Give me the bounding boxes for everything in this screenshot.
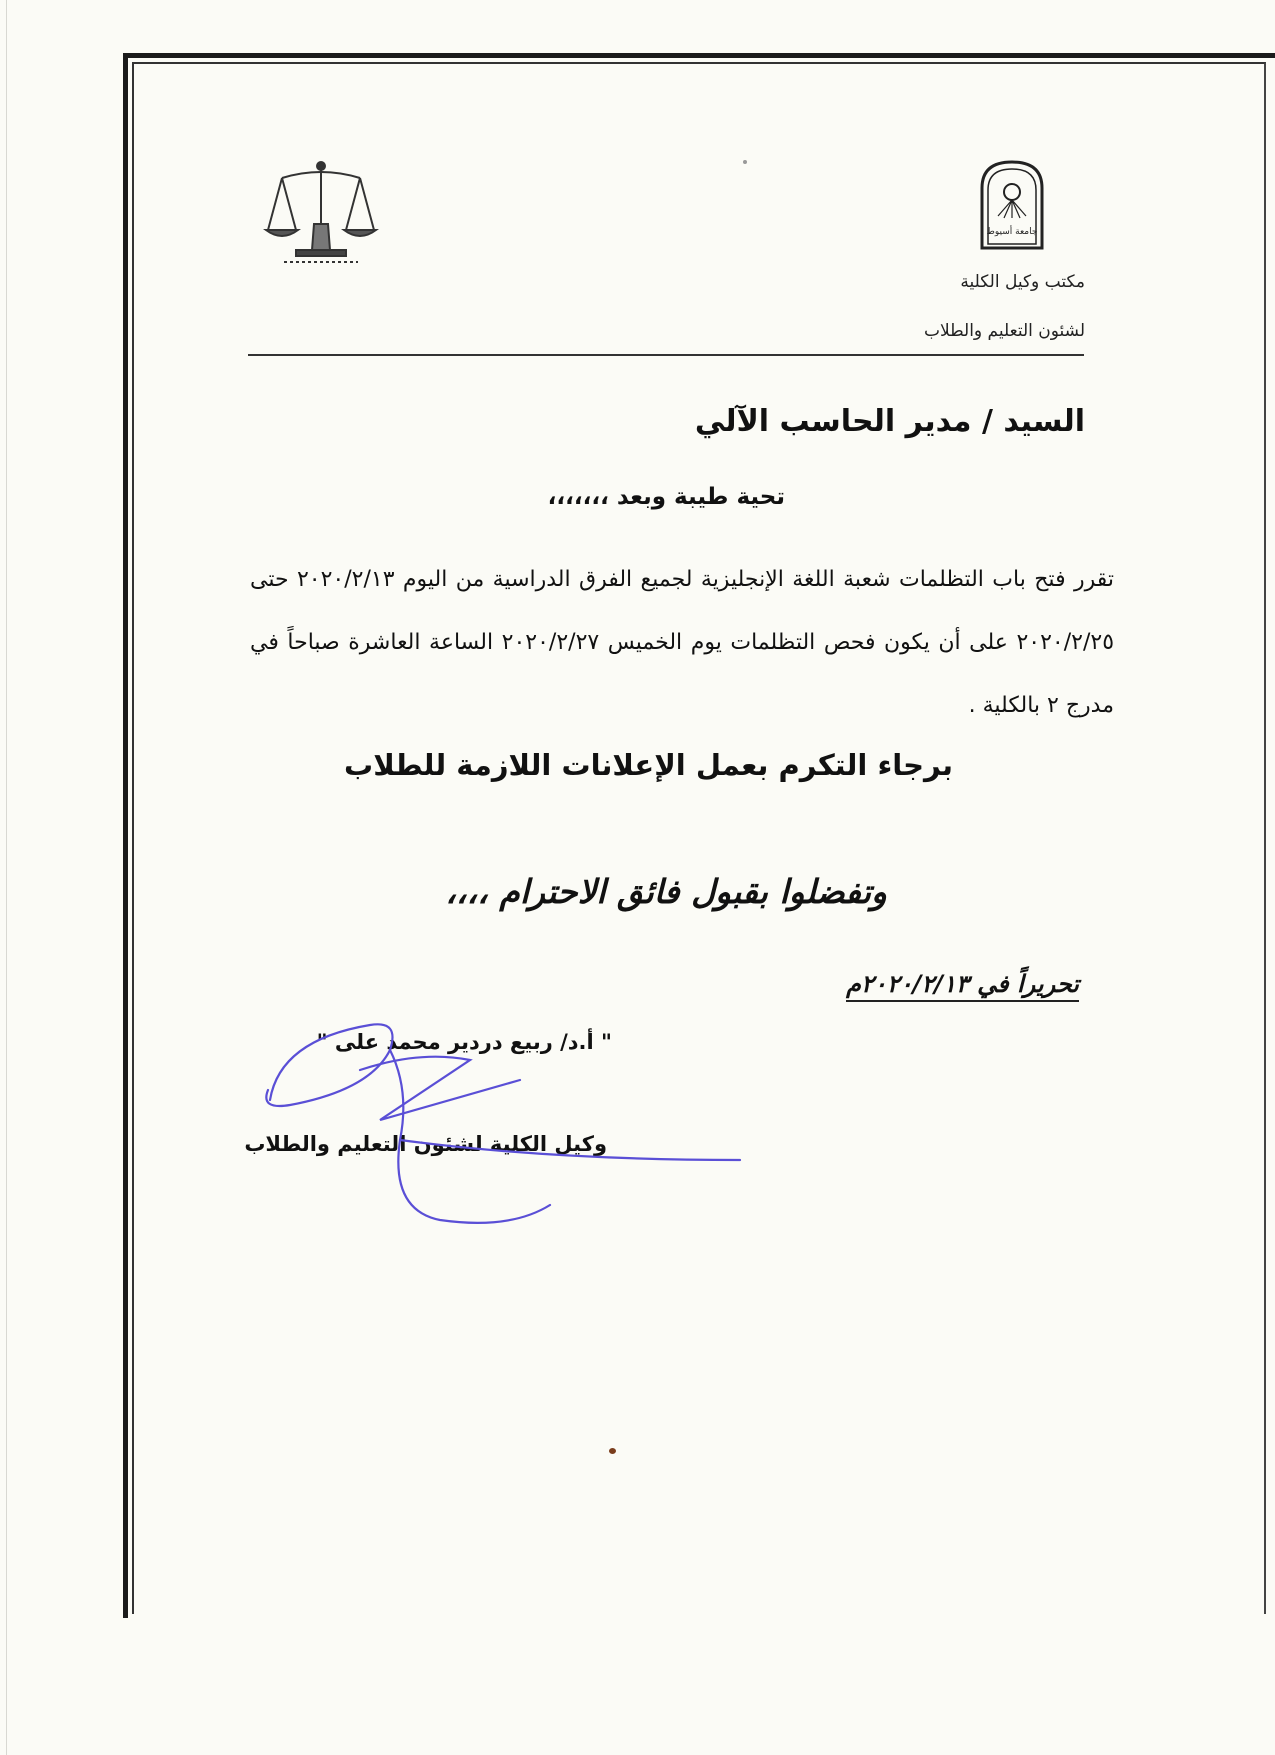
handwritten-signature bbox=[250, 1010, 750, 1235]
paper-speck bbox=[609, 1448, 616, 1454]
greeting: تحية طيبة وبعد ،،،،،،، bbox=[547, 484, 785, 510]
scales-of-justice-icon bbox=[262, 158, 380, 268]
closing-line: وتفضلوا بقبول فائق الاحترام ،،،، bbox=[445, 872, 887, 911]
page-border-inner bbox=[132, 62, 1266, 1614]
signatory-title: وكيل الكلية لشئون التعليم والطلاب bbox=[244, 1132, 607, 1156]
request-line: برجاء التكرم بعمل الإعلانات اللازمة للطلاب bbox=[344, 748, 953, 782]
date-line: تحريراً في ٢٠٢٠/٢/١٣م bbox=[846, 970, 1079, 1002]
university-logo-text: جامعة أسيوط bbox=[986, 227, 1038, 237]
scan-edge-line bbox=[6, 0, 7, 1755]
university-logo bbox=[978, 158, 1046, 250]
addressee: السيد / مدير الحاسب الآلي bbox=[694, 404, 1085, 439]
office-name-line2: لشئون التعليم والطلاب bbox=[923, 321, 1085, 341]
header-divider bbox=[248, 354, 1084, 356]
paper-speck bbox=[743, 160, 747, 164]
office-name-line1: مكتب وكيل الكلية bbox=[960, 272, 1085, 292]
letter-body: تقرر فتح باب التظلمات شعبة اللغة الإنجليزية لجميع الفرق الدراسية من اليوم ٢٠٢٠/٢/١٣ حتى ٢٠٢٠/٢/٢٥ على أن يكون فحص التظلمات يوم الخميس ٢٠٢٠/٢/٢٧ الساعة العاشرة صباحاً في مدرج ٢ بالكلية . bbox=[250, 567, 1115, 718]
signatory-name: " أ.د/ ربيع دردير محمد على " bbox=[316, 1030, 612, 1054]
